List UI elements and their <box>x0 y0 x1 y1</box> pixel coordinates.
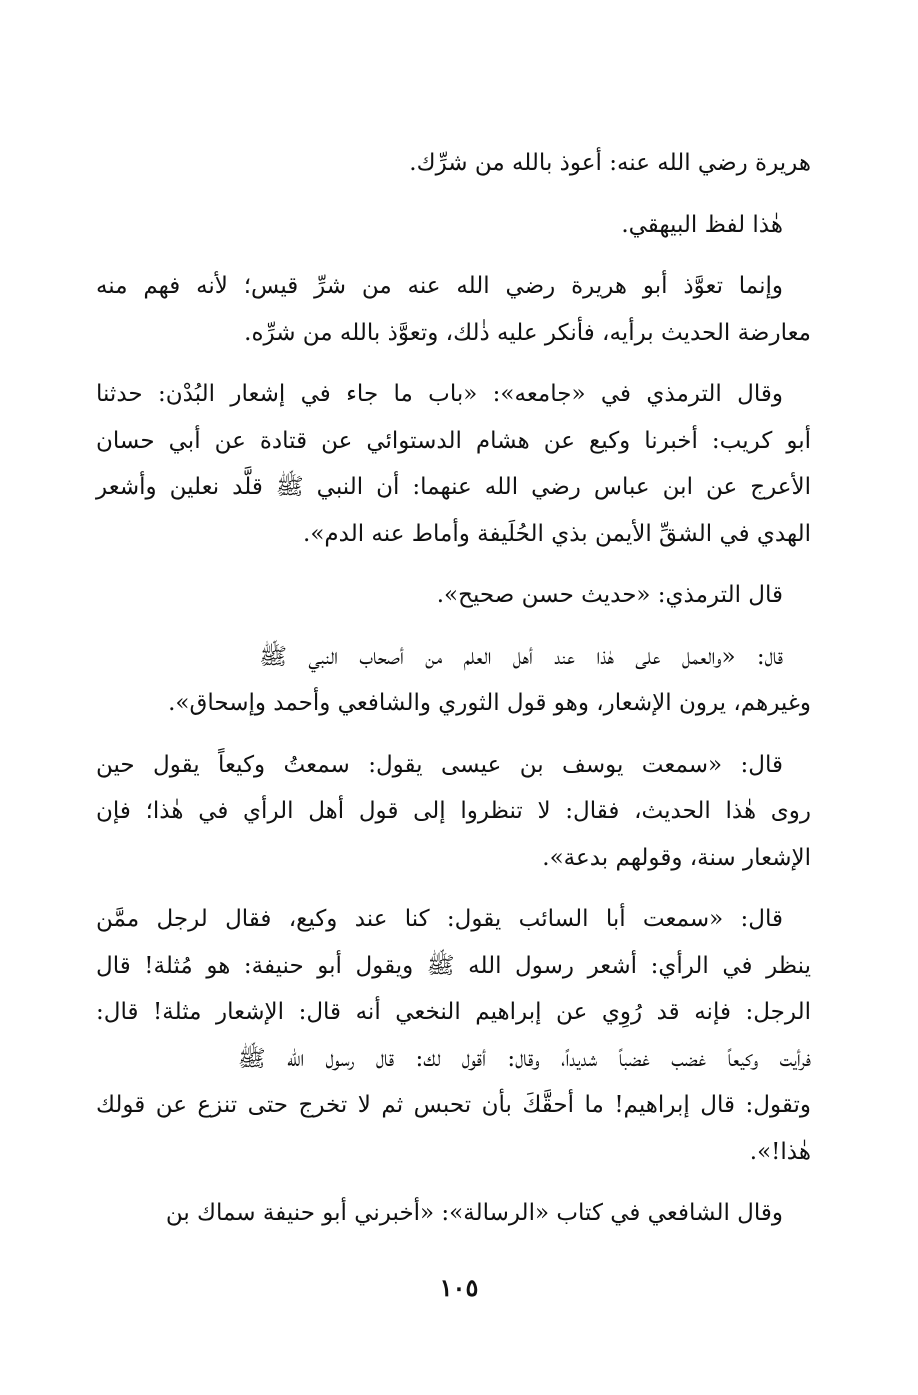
paragraph <box>96 140 811 187</box>
body-text <box>96 140 811 1237</box>
paragraph-gap <box>96 727 811 742</box>
text-line: وتقول: قال إبراهيم! ما أحقَّكَ بأن تحبس ثم لا تخرج حتى تنزع عن قولك <box>95 1092 811 1118</box>
paragraph-gap <box>96 881 811 896</box>
paragraph <box>96 634 811 727</box>
paragraph-gap <box>96 356 811 371</box>
paragraph-gap <box>96 248 811 263</box>
text-line: قال: «سمعت يوسف بن عيسى يقول: سمعتُ وكيعاً يقول حين <box>95 751 783 778</box>
paragraph-gap <box>96 1175 811 1190</box>
page-number: ١٠٥ <box>439 1273 479 1302</box>
text-line: وغيرهم، يرون الإشعار، وهو قول الثوري والشافعي وأحمد وإسحاق». <box>168 690 811 716</box>
text-line: معارضة الحديث برأيه، فأنكر عليه ذٰلك، وتعوَّذ بالله من شرِّه. <box>244 319 811 346</box>
text-line: فرأيت وكيعاً غضب غضباً شديداً، وقال: أقول لك: قال رسول الله ﷺ <box>237 1045 811 1072</box>
text-line: وقال الشافعي في كتاب «الرسالة»: «أخبرني أبو حنيفة سماك بن <box>165 1200 783 1226</box>
paragraph <box>96 263 811 356</box>
text-line: وقال الترمذي في «جامعه»: «باب ما جاء في إشعار البُدْن: حدثنا <box>95 381 783 407</box>
paragraph <box>96 371 811 557</box>
text-line: الأعرج عن ابن عباس رضي الله عنهما: أن النبي ﷺ قلَّد نعلين وأشعر <box>96 474 811 500</box>
paragraph <box>96 896 811 1175</box>
text-line: الهدي في الشقِّ الأيمن بذي الحُلَيفة وأماط عنه الدم». <box>303 520 811 547</box>
text-line: أبو كريب: أخبرنا وكيع عن هشام الدستوائي عن قتادة عن أبي حسان <box>95 427 811 454</box>
paragraph <box>96 1190 811 1237</box>
text-line: قال: «والعمل على هٰذا عند أهل العلم من أصحاب النبي ﷺ <box>259 643 783 670</box>
paragraph <box>96 202 811 249</box>
paragraph-gap <box>96 619 811 634</box>
text-line: الإشعار سنة، وقولهم بدعة». <box>542 844 811 871</box>
paragraph-gap <box>96 187 811 202</box>
paragraph-gap <box>96 557 811 572</box>
text-line: قال الترمذي: «حديث حسن صحيح». <box>436 582 783 608</box>
text-line: قال: «سمعت أبا السائب يقول: كنا عند وكيع، فقال لرجل ممَّن <box>96 906 783 932</box>
text-line: هٰذا!». <box>749 1138 811 1165</box>
text-line: الرجل: فإنه قد رُوِي عن إبراهيم النخعي أنه قال: الإشعار مثلة! قال: <box>96 999 811 1025</box>
text-line: روى هٰذا الحديث، فقال: لا تنظروا إلى قول أهل الرأي في هٰذا؛ فإن <box>96 798 811 824</box>
text-line: ينظر في الرأي: أشعر رسول الله ﷺ ويقول أبو حنيفة: هو مُثلة! قال <box>96 952 811 979</box>
text-line: وإنما تعوَّذ أبو هريرة رضي الله عنه من شرِّ قيس؛ لأنه فهم منه <box>95 273 783 299</box>
paragraph <box>96 572 811 619</box>
text-line: هريرة رضي الله عنه: أعوذ بالله من شرِّك. <box>409 150 811 176</box>
paragraph <box>96 742 811 882</box>
text-line: هٰذا لفظ البيهقي. <box>621 211 783 238</box>
